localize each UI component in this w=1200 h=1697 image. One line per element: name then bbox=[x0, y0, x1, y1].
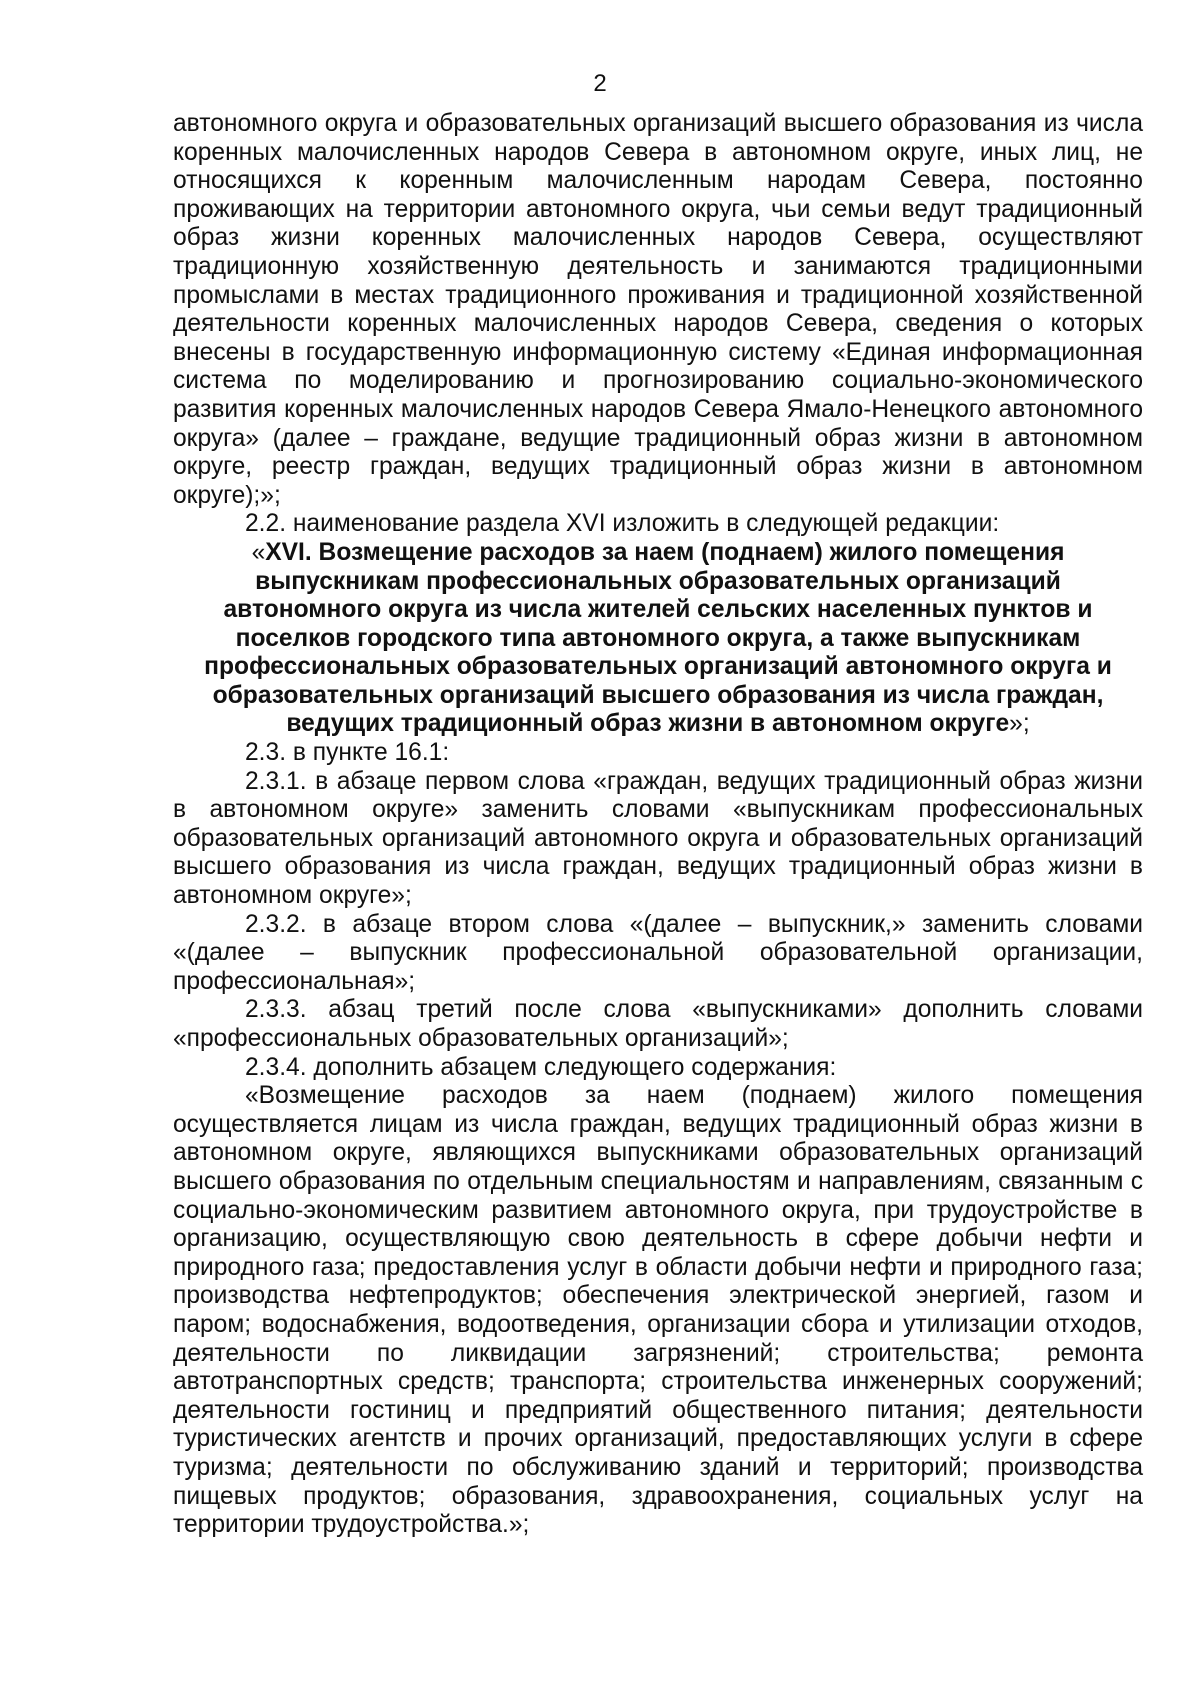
paragraph-new-abzac: «Возмещение расходов за наем (поднаем) жилого помещения осуществляется лицам из числа граждан, ведущих традиционный образ жизни в автономном округе, являющихся выпускниками образовательных организаций высшего образования по отдельным специальностям и направлениям, связанным с социально-экономическим развитием автономного округа, при трудоустройстве в организацию, осуществляющую свою деятельность в сфере добычи нефти и природного газа; предоставления услуг в области добычи нефти и природного газа; производства нефтепродуктов; обеспечения электрической энергией, газом и паром; водоснабжения, водоотведения, организации сбора и утилизации отходов, деятельности по ликвидации загрязнений; строительства; ремонта автотранспортных средств; транспорта; строительства инженерных сооружений; деятельности гостиниц и предприятий общественного питания; деятельности туристических агентств и прочих организаций, предоставляющих услуги в сфере туризма; деятельности по обслуживанию зданий и территорий; производства пищевых продуктов; образования, здравоохранения, социальных услуг на территории трудоустройства.»; bbox=[173, 1082, 1143, 1539]
paragraph-2-3-4: 2.3.4. дополнить абзацем следующего содержания: bbox=[245, 1053, 837, 1081]
heading-open-quote: « bbox=[251, 538, 266, 566]
paragraph-2-3-1: 2.3.1. в абзаце первом слова «граждан, ведущих традиционный образ жизни в автономном округе» заменить словами «выпускникам профессиональных образовательных организаций автономного округа и образовательных организаций высшего образования из числа граждан, ведущих традиционный образ жизни в автономном округе»; bbox=[173, 767, 1143, 910]
section-heading bbox=[173, 539, 1143, 739]
document-body bbox=[173, 110, 1143, 1540]
paragraph-2-3-3: 2.3.3. абзац третий после слова «выпускниками» дополнить словами «профессиональных образовательных организаций»; bbox=[173, 996, 1143, 1052]
paragraph-2-3: 2.3. в пункте 16.1: bbox=[245, 739, 450, 767]
section-heading-text: XVI. Возмещение расходов за наем (поднаем) жилого помещения выпускникам профессиональных образовательных организаций автономного округа из числа жителей сельских населенных пунктов и поселков городского типа автономного округа, а также выпускникам профессиональных образовательных организаций автономного округа и образовательных организаций высшего образования из числа граждан, ведущих традиционный образ жизни в автономном округе bbox=[204, 538, 1112, 738]
page-number: 2 bbox=[593, 70, 607, 97]
paragraph-2-3-2: 2.3.2. в абзаце втором слова «(далее – выпускник,» заменить словами «(далее – выпускник профессиональной образовательной организации, профессиональная»; bbox=[173, 910, 1143, 995]
heading-close-quote: »; bbox=[1009, 710, 1030, 738]
paragraph-2-2: 2.2. наименование раздела XVI изложить в следующей редакции: bbox=[245, 510, 1000, 538]
paragraph-continuation: автономного округа и образовательных организаций высшего образования из числа коренных малочисленных народов Севера в автономном округе, иных лиц, не относящихся к коренным малочисленным народам Севера, постоянно проживающих на территории автономного округа, чьи семьи ведут традиционный образ жизни коренных малочисленных народов Севера, осуществляют традиционную хозяйственную деятельность и занимаются традиционными промыслами в местах традиционного проживания и традиционной хозяйственной деятельности коренных малочисленных народов Севера, сведения о которых внесены в государственную информационную систему «Единая информационная система по моделированию и прогнозированию социально-экономического развития коренных малочисленных народов Севера Ямало-Ненецкого автономного округа» (далее – граждане, ведущие традиционный образ жизни в автономном округе, реестр граждан, ведущих традиционный образ жизни в автономном округе);»; bbox=[173, 110, 1143, 509]
